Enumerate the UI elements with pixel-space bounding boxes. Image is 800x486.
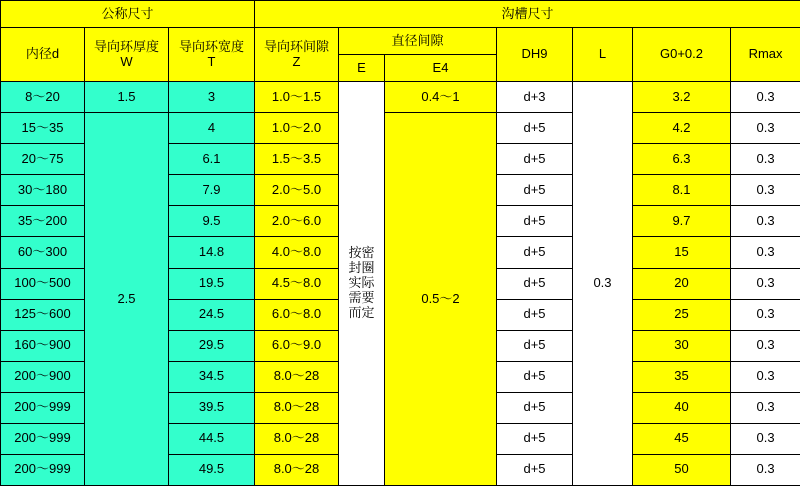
cell-inner-diameter: 15～35: [1, 113, 85, 144]
cell-ring-width: 7.9: [169, 175, 255, 206]
cell-dh9: d+3: [497, 82, 573, 113]
cell-e-note-l3: 实际: [348, 275, 375, 291]
table-column-header-row-1: [1, 28, 800, 55]
cell-g: 6.3: [633, 144, 731, 175]
group-header-groove-size: 沟槽尺寸: [255, 1, 800, 28]
cell-rmax: 0.3: [731, 454, 800, 485]
group-header-diameter-clearance: 直径间隙: [339, 28, 497, 55]
cell-dh9: d+5: [497, 144, 573, 175]
cell-ring-gap: 1.5～3.5: [255, 144, 339, 175]
cell-rmax: 0.3: [731, 330, 800, 361]
cell-g: 45: [633, 423, 731, 454]
cell-e-note-l2: 封圈: [348, 260, 375, 276]
cell-ring-width: 24.5: [169, 299, 255, 330]
cell-inner-diameter: 20～75: [1, 144, 85, 175]
cell-ring-width: 19.5: [169, 268, 255, 299]
cell-rmax: 0.3: [731, 237, 800, 268]
column-header-ring-width: [169, 28, 255, 82]
cell-g: 50: [633, 454, 731, 485]
cell-dh9: d+5: [497, 392, 573, 423]
cell-ring-gap: 2.0～6.0: [255, 206, 339, 237]
cell-ring-width: 6.1: [169, 144, 255, 175]
cell-rmax: 0.3: [731, 423, 800, 454]
cell-dh9: d+5: [497, 454, 573, 485]
cell-inner-diameter: 60～300: [1, 237, 85, 268]
cell-ring-width: 39.5: [169, 392, 255, 423]
cell-e4-rest: 0.5～2: [385, 113, 497, 486]
column-header-g: G0+0.2: [633, 28, 731, 82]
cell-ring-width: 49.5: [169, 454, 255, 485]
column-header-e: E: [339, 55, 385, 82]
cell-inner-diameter: 100～500: [1, 268, 85, 299]
cell-inner-diameter: 160～900: [1, 330, 85, 361]
cell-rmax: 0.3: [731, 82, 800, 113]
cell-ring-thickness-first: 1.5: [85, 82, 169, 113]
cell-ring-gap: 8.0～28: [255, 361, 339, 392]
cell-dh9: d+5: [497, 299, 573, 330]
cell-ring-gap: 8.0～28: [255, 454, 339, 485]
cell-rmax: 0.3: [731, 299, 800, 330]
column-header-ring-gap-symbol: Z: [292, 53, 301, 69]
cell-rmax: 0.3: [731, 144, 800, 175]
cell-ring-gap: 4.0～8.0: [255, 237, 339, 268]
cell-dh9: d+5: [497, 361, 573, 392]
cell-e-note: [339, 82, 385, 486]
cell-ring-width: 9.5: [169, 206, 255, 237]
column-header-ring-width-label: 导向环宽度: [178, 38, 244, 54]
cell-dh9: d+5: [497, 268, 573, 299]
cell-ring-gap: 6.0～8.0: [255, 299, 339, 330]
table-row: [1, 82, 800, 113]
cell-ring-gap: 8.0～28: [255, 392, 339, 423]
cell-inner-diameter: 35～200: [1, 206, 85, 237]
cell-g: 35: [633, 361, 731, 392]
cell-ring-thickness-rest: 2.5: [85, 113, 169, 486]
table-row: [1, 113, 800, 144]
cell-ring-gap: 2.0～5.0: [255, 175, 339, 206]
cell-rmax: 0.3: [731, 361, 800, 392]
cell-g: 25: [633, 299, 731, 330]
cell-rmax: 0.3: [731, 175, 800, 206]
column-header-inner-diameter: [1, 28, 85, 82]
cell-g: 20: [633, 268, 731, 299]
cell-dh9: d+5: [497, 206, 573, 237]
cell-g: 3.2: [633, 82, 731, 113]
cell-rmax: 0.3: [731, 268, 800, 299]
column-header-l: L: [573, 28, 633, 82]
cell-dh9: d+5: [497, 423, 573, 454]
cell-g: 30: [633, 330, 731, 361]
cell-rmax: 0.3: [731, 113, 800, 144]
cell-dh9: d+5: [497, 237, 573, 268]
column-header-ring-thickness-label: 导向环厚度: [93, 38, 159, 54]
cell-dh9: d+5: [497, 175, 573, 206]
column-header-ring-thickness: [85, 28, 169, 82]
cell-g: 9.7: [633, 206, 731, 237]
column-header-dh9: DH9: [497, 28, 573, 82]
column-header-inner-diameter-label: 内径d: [25, 46, 60, 62]
cell-ring-width: 44.5: [169, 423, 255, 454]
cell-inner-diameter: 200～999: [1, 423, 85, 454]
cell-inner-diameter: 200～999: [1, 454, 85, 485]
group-header-nominal-size: 公称尺寸: [1, 1, 255, 28]
table-group-header-row: [1, 1, 800, 28]
column-header-ring-width-symbol: T: [207, 53, 216, 69]
cell-l: 0.3: [573, 82, 633, 486]
cell-ring-gap: 4.5～8.0: [255, 268, 339, 299]
cell-g: 4.2: [633, 113, 731, 144]
cell-ring-gap: 1.0～2.0: [255, 113, 339, 144]
cell-ring-width: 29.5: [169, 330, 255, 361]
cell-dh9: d+5: [497, 330, 573, 361]
cell-ring-width: 34.5: [169, 361, 255, 392]
column-header-rmax: Rmax: [731, 28, 800, 82]
cell-ring-gap: 6.0～9.0: [255, 330, 339, 361]
cell-ring-gap: 1.0～1.5: [255, 82, 339, 113]
column-header-ring-gap: [255, 28, 339, 82]
column-header-ring-gap-label: 导向环间隙: [263, 38, 329, 54]
cell-inner-diameter: 125～600: [1, 299, 85, 330]
cell-e4-first: 0.4～1: [385, 82, 497, 113]
cell-ring-gap: 8.0～28: [255, 423, 339, 454]
cell-ring-width: 14.8: [169, 237, 255, 268]
cell-inner-diameter: 200～900: [1, 361, 85, 392]
cell-e-note-l4: 需要: [348, 290, 375, 306]
cell-e-note-l1: 按密: [348, 245, 375, 261]
column-header-ring-thickness-symbol: W: [120, 53, 133, 69]
cell-inner-diameter: 30～180: [1, 175, 85, 206]
column-header-e4: E4: [385, 55, 497, 82]
cell-ring-width: 4: [169, 113, 255, 144]
cell-ring-width: 3: [169, 82, 255, 113]
cell-g: 40: [633, 392, 731, 423]
cell-inner-diameter: 8～20: [1, 82, 85, 113]
cell-rmax: 0.3: [731, 392, 800, 423]
cell-g: 8.1: [633, 175, 731, 206]
cell-g: 15: [633, 237, 731, 268]
cell-inner-diameter: 200～999: [1, 392, 85, 423]
cell-dh9: d+5: [497, 113, 573, 144]
cell-rmax: 0.3: [731, 206, 800, 237]
cell-e-note-l5: 而定: [348, 304, 375, 320]
